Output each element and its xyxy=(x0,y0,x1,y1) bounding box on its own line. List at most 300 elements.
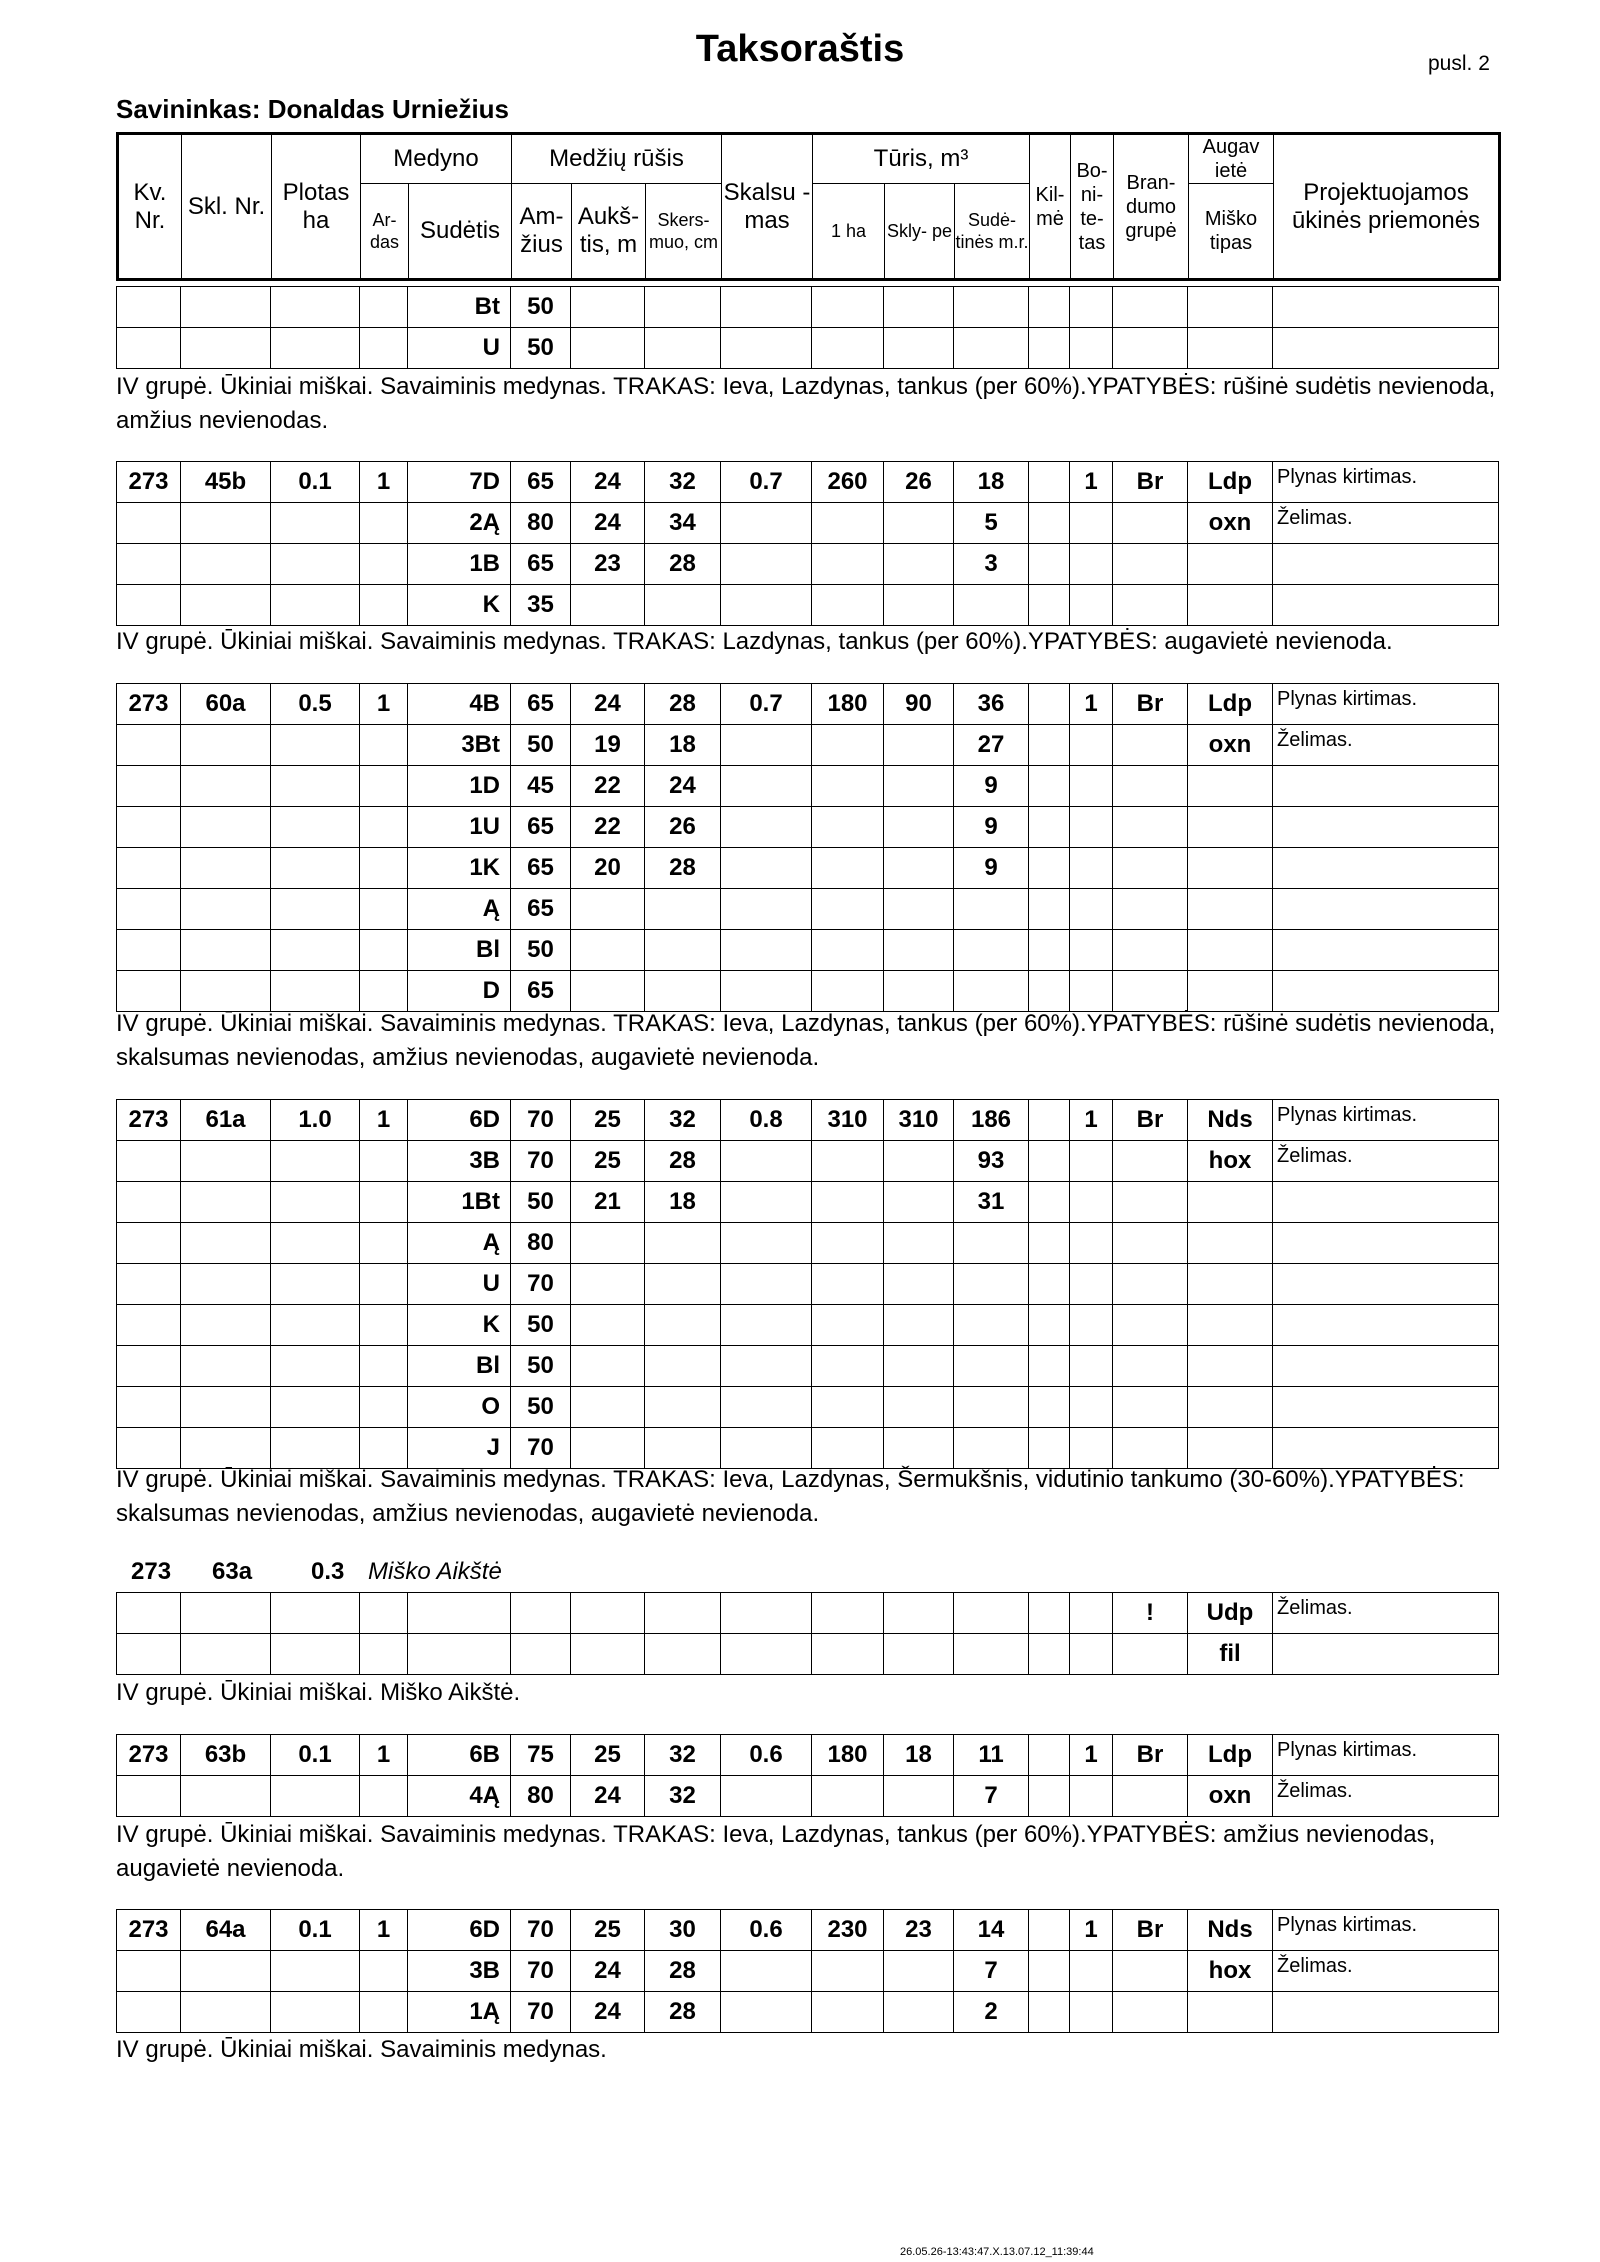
table-row xyxy=(117,766,1499,807)
cell-prm xyxy=(1273,971,1499,1012)
cell-prm xyxy=(1273,1264,1499,1305)
table-row xyxy=(117,971,1499,1012)
cell-aug: oxn xyxy=(1188,725,1273,766)
cell-skal xyxy=(721,1951,812,1992)
table-row xyxy=(117,287,1499,328)
stand-table xyxy=(116,1099,1499,1469)
cell-plotas xyxy=(271,1346,360,1387)
cell-sk xyxy=(645,1223,721,1264)
cell-tsud: 18 xyxy=(954,462,1029,503)
cell-sk xyxy=(645,971,721,1012)
cell-sk xyxy=(645,1264,721,1305)
cell-aug xyxy=(1188,971,1273,1012)
cell-kil xyxy=(1029,328,1070,369)
table-row xyxy=(117,1735,1499,1776)
cell-auk: 25 xyxy=(571,1735,645,1776)
cell-bon xyxy=(1070,1182,1113,1223)
stand-table xyxy=(116,286,1499,369)
cell-tsud xyxy=(954,930,1029,971)
cell-skl xyxy=(181,1992,271,2033)
cell-bon xyxy=(1070,544,1113,585)
cell-plotas xyxy=(271,971,360,1012)
cell-aug xyxy=(1188,1387,1273,1428)
cell-auk xyxy=(571,1223,645,1264)
cell-auk xyxy=(571,930,645,971)
cell-plotas: 0.5 xyxy=(271,684,360,725)
cell-auk: 24 xyxy=(571,1992,645,2033)
cell-amz: 70 xyxy=(511,1951,571,1992)
table-row xyxy=(117,1951,1499,1992)
cell-plotas: 1.0 xyxy=(271,1100,360,1141)
table-row xyxy=(117,1141,1499,1182)
cell-plotas xyxy=(271,503,360,544)
cell-tsk xyxy=(884,1951,954,1992)
cell-tsk xyxy=(884,725,954,766)
cell-bon xyxy=(1070,1387,1113,1428)
cell-sud: J xyxy=(408,1428,511,1469)
stand-note: IV grupė. Ūkiniai miškai. Miško Aikštė. xyxy=(116,1679,521,1706)
cell-bon: 1 xyxy=(1070,1735,1113,1776)
cell-kil xyxy=(1029,544,1070,585)
cell-skl xyxy=(181,1346,271,1387)
cell-auk xyxy=(571,328,645,369)
cell-aug: Udp xyxy=(1188,1593,1273,1634)
cell-plotas xyxy=(271,585,360,626)
table-row xyxy=(117,1100,1499,1141)
cell-aug xyxy=(1188,889,1273,930)
cell-sk: 32 xyxy=(645,462,721,503)
cell-kil xyxy=(1029,1992,1070,2033)
cell-amz: 65 xyxy=(511,807,571,848)
cell-auk: 24 xyxy=(571,1951,645,1992)
cell-skl: 63b xyxy=(181,1735,271,1776)
col-misko-tipas: Miško tipas xyxy=(1189,184,1274,280)
cell-bran xyxy=(1113,1346,1188,1387)
cell-bon xyxy=(1070,1634,1113,1675)
stand-header-label: Miško Aikštė xyxy=(368,1558,502,1585)
cell-sud: 3B xyxy=(408,1951,511,1992)
cell-bran xyxy=(1113,1182,1188,1223)
cell-ardas xyxy=(360,1346,408,1387)
cell-sud: Bl xyxy=(408,1346,511,1387)
cell-sud: 3B xyxy=(408,1141,511,1182)
cell-auk xyxy=(571,1305,645,1346)
cell-bran: Br xyxy=(1113,684,1188,725)
cell-ardas xyxy=(360,1182,408,1223)
cell-skal: 0.8 xyxy=(721,1100,812,1141)
stand-table xyxy=(116,1909,1499,2033)
cell-kv xyxy=(117,1182,181,1223)
cell-sk: 32 xyxy=(645,1735,721,1776)
cell-amz xyxy=(511,1593,571,1634)
cell-aug: Ldp xyxy=(1188,684,1273,725)
stand-note: IV grupė. Ūkiniai miškai. Savaiminis medynas. xyxy=(116,2036,607,2063)
cell-aug: Nds xyxy=(1188,1910,1273,1951)
cell-prm xyxy=(1273,1223,1499,1264)
cell-ardas xyxy=(360,1593,408,1634)
cell-bon xyxy=(1070,1992,1113,2033)
cell-prm xyxy=(1273,1305,1499,1346)
stand-note: IV grupė. Ūkiniai miškai. Savaiminis medynas. TRAKAS: Ieva, Lazdynas, tankus (per 60%).YPATYBĖS: amžius nevienodas, augavietė nevienoda. xyxy=(116,1821,1436,1882)
cell-kil xyxy=(1029,1387,1070,1428)
col-medyno: Medyno xyxy=(361,134,512,184)
cell-ardas xyxy=(360,544,408,585)
cell-sud: D xyxy=(408,971,511,1012)
cell-ardas: 1 xyxy=(360,462,408,503)
cell-bran xyxy=(1113,1387,1188,1428)
cell-tsk: 18 xyxy=(884,1735,954,1776)
cell-bran xyxy=(1113,544,1188,585)
cell-auk xyxy=(571,1387,645,1428)
cell-t1 xyxy=(812,544,884,585)
cell-bon xyxy=(1070,930,1113,971)
cell-auk xyxy=(571,1634,645,1675)
cell-t1: 180 xyxy=(812,684,884,725)
cell-plotas xyxy=(271,544,360,585)
cell-bran xyxy=(1113,1305,1188,1346)
cell-bon: 1 xyxy=(1070,1910,1113,1951)
table-row xyxy=(117,1305,1499,1346)
cell-amz: 65 xyxy=(511,848,571,889)
col-sudetis: Sudėtis xyxy=(409,184,512,280)
cell-bon xyxy=(1070,503,1113,544)
cell-kil xyxy=(1029,930,1070,971)
cell-sk: 28 xyxy=(645,1141,721,1182)
cell-tsud: 11 xyxy=(954,1735,1029,1776)
cell-kv xyxy=(117,766,181,807)
cell-t1 xyxy=(812,1141,884,1182)
cell-tsk: 310 xyxy=(884,1100,954,1141)
cell-prm: Želimas. xyxy=(1273,1776,1499,1817)
cell-sud: 1D xyxy=(408,766,511,807)
cell-sud: O xyxy=(408,1387,511,1428)
cell-t1: 260 xyxy=(812,462,884,503)
cell-tsk xyxy=(884,328,954,369)
cell-kil xyxy=(1029,971,1070,1012)
cell-bon xyxy=(1070,328,1113,369)
cell-t1 xyxy=(812,1593,884,1634)
cell-prm xyxy=(1273,1387,1499,1428)
cell-auk: 24 xyxy=(571,503,645,544)
cell-bran xyxy=(1113,971,1188,1012)
cell-sk xyxy=(645,585,721,626)
cell-skl xyxy=(181,848,271,889)
cell-kv xyxy=(117,544,181,585)
cell-auk: 19 xyxy=(571,725,645,766)
cell-amz: 80 xyxy=(511,1776,571,1817)
cell-skal xyxy=(721,807,812,848)
cell-skl xyxy=(181,1776,271,1817)
cell-prm xyxy=(1273,1992,1499,2033)
cell-kv xyxy=(117,930,181,971)
stand-header-kv: 273 xyxy=(131,1558,172,1585)
cell-plotas xyxy=(271,1223,360,1264)
cell-ardas: 1 xyxy=(360,1100,408,1141)
cell-sk xyxy=(645,1305,721,1346)
cell-ardas xyxy=(360,1305,408,1346)
cell-tsk xyxy=(884,930,954,971)
cell-aug xyxy=(1188,544,1273,585)
cell-skal xyxy=(721,1305,812,1346)
cell-skal xyxy=(721,971,812,1012)
cell-kv xyxy=(117,1141,181,1182)
cell-skl: 64a xyxy=(181,1910,271,1951)
cell-kv xyxy=(117,725,181,766)
cell-auk: 22 xyxy=(571,766,645,807)
cell-tsud: 9 xyxy=(954,766,1029,807)
cell-auk: 20 xyxy=(571,848,645,889)
cell-kil xyxy=(1029,1223,1070,1264)
cell-prm xyxy=(1273,930,1499,971)
cell-aug: fil xyxy=(1188,1634,1273,1675)
cell-kv xyxy=(117,1593,181,1634)
col-bonitetas: Bo- ni- te- tas xyxy=(1071,134,1114,280)
cell-bon xyxy=(1070,971,1113,1012)
cell-bon xyxy=(1070,848,1113,889)
cell-kil xyxy=(1029,889,1070,930)
cell-skal xyxy=(721,930,812,971)
cell-kil xyxy=(1029,766,1070,807)
cell-skl xyxy=(181,585,271,626)
cell-sud: 4Ą xyxy=(408,1776,511,1817)
cell-amz: 50 xyxy=(511,725,571,766)
cell-amz: 65 xyxy=(511,684,571,725)
cell-ardas: 1 xyxy=(360,1735,408,1776)
cell-sk: 28 xyxy=(645,544,721,585)
page-number: pusl. 2 xyxy=(1428,52,1490,75)
cell-kil xyxy=(1029,287,1070,328)
stand-table xyxy=(116,461,1499,626)
table-row xyxy=(117,585,1499,626)
col-brandumo: Bran- dumo grupė xyxy=(1114,134,1189,280)
cell-skal xyxy=(721,848,812,889)
cell-ardas xyxy=(360,1776,408,1817)
col-augaviete: Augav ietė xyxy=(1189,134,1274,184)
cell-prm xyxy=(1273,1634,1499,1675)
table-row xyxy=(117,544,1499,585)
cell-prm: Želimas. xyxy=(1273,1951,1499,1992)
cell-kil xyxy=(1029,1305,1070,1346)
table-row xyxy=(117,848,1499,889)
cell-ardas xyxy=(360,725,408,766)
cell-amz: 50 xyxy=(511,1346,571,1387)
cell-t1 xyxy=(812,1951,884,1992)
cell-skal xyxy=(721,503,812,544)
cell-tsk xyxy=(884,585,954,626)
cell-tsud xyxy=(954,889,1029,930)
cell-sud: 7D xyxy=(408,462,511,503)
cell-t1 xyxy=(812,1776,884,1817)
cell-amz: 70 xyxy=(511,1141,571,1182)
cell-sud: 3Bt xyxy=(408,725,511,766)
cell-t1 xyxy=(812,503,884,544)
cell-sud: Bl xyxy=(408,930,511,971)
cell-sud: Ą xyxy=(408,889,511,930)
cell-prm: Plynas kirtimas. xyxy=(1273,684,1499,725)
col-skalsumas: Skalsu - mas xyxy=(722,134,813,280)
cell-skal xyxy=(721,544,812,585)
cell-bon xyxy=(1070,1776,1113,1817)
cell-skl xyxy=(181,1264,271,1305)
cell-bran xyxy=(1113,328,1188,369)
cell-sk: 24 xyxy=(645,766,721,807)
cell-kil xyxy=(1029,585,1070,626)
footer-stamp: 26.05.26-13:43:47.X.13.07.12_11:39:44 xyxy=(900,2246,1094,2258)
cell-sud: U xyxy=(408,328,511,369)
cell-skl xyxy=(181,1305,271,1346)
col-priemones: Projektuojamos ūkinės priemonės xyxy=(1274,134,1500,280)
cell-amz: 65 xyxy=(511,971,571,1012)
cell-tsud: 5 xyxy=(954,503,1029,544)
col-turis: Tūris, m³ xyxy=(813,134,1030,184)
cell-kil xyxy=(1029,1264,1070,1305)
cell-prm xyxy=(1273,328,1499,369)
cell-ardas xyxy=(360,889,408,930)
cell-skl xyxy=(181,1593,271,1634)
cell-amz: 70 xyxy=(511,1100,571,1141)
cell-sk xyxy=(645,1634,721,1675)
cell-aug xyxy=(1188,848,1273,889)
cell-kv xyxy=(117,1264,181,1305)
stand-table xyxy=(116,1734,1499,1817)
cell-ardas xyxy=(360,1992,408,2033)
cell-bon xyxy=(1070,725,1113,766)
cell-skl xyxy=(181,1182,271,1223)
cell-amz: 45 xyxy=(511,766,571,807)
cell-skal xyxy=(721,1182,812,1223)
cell-aug: oxn xyxy=(1188,503,1273,544)
cell-skal xyxy=(721,766,812,807)
cell-aug: hox xyxy=(1188,1951,1273,1992)
cell-tsk xyxy=(884,1305,954,1346)
cell-tsud xyxy=(954,1305,1029,1346)
cell-t1 xyxy=(812,848,884,889)
cell-kv xyxy=(117,585,181,626)
cell-ardas xyxy=(360,1951,408,1992)
cell-kil xyxy=(1029,1141,1070,1182)
col-kv: Kv. Nr. xyxy=(118,134,182,280)
cell-plotas xyxy=(271,1141,360,1182)
cell-sk: 30 xyxy=(645,1910,721,1951)
cell-amz: 65 xyxy=(511,462,571,503)
cell-sk: 18 xyxy=(645,1182,721,1223)
col-amzius: Am- žius xyxy=(512,184,572,280)
table-row xyxy=(117,1223,1499,1264)
cell-sk xyxy=(645,930,721,971)
cell-kv xyxy=(117,889,181,930)
cell-skl xyxy=(181,725,271,766)
cell-sud: 1Ą xyxy=(408,1992,511,2033)
cell-plotas xyxy=(271,930,360,971)
cell-skl xyxy=(181,1951,271,1992)
stand-note: IV grupė. Ūkiniai miškai. Savaiminis medynas. TRAKAS: Ieva, Lazdynas, Šermukšnis, vidutinio tankumo (30-60%).YPATYBĖS: skalsumas nevienodas, amžius nevienodas, augavietė nevienoda. xyxy=(116,1466,1465,1527)
col-auksitis: Aukš- tis, m xyxy=(572,184,646,280)
cell-prm: Plynas kirtimas. xyxy=(1273,462,1499,503)
owner-line: Savininkas: Donaldas Urniežius xyxy=(116,94,510,124)
cell-sud: 1Bt xyxy=(408,1182,511,1223)
cell-sud: 6D xyxy=(408,1910,511,1951)
cell-tsud xyxy=(954,971,1029,1012)
cell-auk: 24 xyxy=(571,462,645,503)
cell-tsud: 36 xyxy=(954,684,1029,725)
cell-tsk xyxy=(884,889,954,930)
stand-table xyxy=(116,1592,1499,1675)
cell-bran xyxy=(1113,1634,1188,1675)
cell-bon xyxy=(1070,1305,1113,1346)
cell-bran: Br xyxy=(1113,462,1188,503)
cell-auk: 25 xyxy=(571,1910,645,1951)
stand-note: IV grupė. Ūkiniai miškai. Savaiminis medynas. TRAKAS: Ieva, Lazdynas, tankus (per 60%).YPATYBĖS: rūšinė sudėtis nevienoda, amžius nevienodas. xyxy=(116,373,1496,434)
cell-ardas xyxy=(360,1634,408,1675)
cell-prm xyxy=(1273,766,1499,807)
cell-bran xyxy=(1113,1264,1188,1305)
cell-skl: 61a xyxy=(181,1100,271,1141)
cell-kv: 273 xyxy=(117,1910,181,1951)
table-row xyxy=(117,1992,1499,2033)
cell-sk: 28 xyxy=(645,684,721,725)
cell-skal xyxy=(721,585,812,626)
cell-tsk xyxy=(884,544,954,585)
cell-auk xyxy=(571,971,645,1012)
cell-auk xyxy=(571,1593,645,1634)
cell-kv xyxy=(117,807,181,848)
cell-skl xyxy=(181,889,271,930)
cell-prm: Želimas. xyxy=(1273,725,1499,766)
cell-plotas xyxy=(271,1776,360,1817)
cell-prm xyxy=(1273,544,1499,585)
cell-sud: U xyxy=(408,1264,511,1305)
cell-skl xyxy=(181,544,271,585)
cell-skl xyxy=(181,1223,271,1264)
cell-sud: Ą xyxy=(408,1223,511,1264)
cell-kil xyxy=(1029,1776,1070,1817)
cell-tsk xyxy=(884,1593,954,1634)
cell-tsud: 93 xyxy=(954,1141,1029,1182)
cell-sud: 1U xyxy=(408,807,511,848)
cell-t1: 180 xyxy=(812,1735,884,1776)
cell-bon xyxy=(1070,807,1113,848)
cell-aug xyxy=(1188,1992,1273,2033)
cell-amz: 50 xyxy=(511,1182,571,1223)
table-row xyxy=(117,684,1499,725)
cell-amz: 50 xyxy=(511,1387,571,1428)
cell-sk xyxy=(645,287,721,328)
cell-amz xyxy=(511,1634,571,1675)
table-row xyxy=(117,1776,1499,1817)
cell-amz: 75 xyxy=(511,1735,571,1776)
cell-sk: 18 xyxy=(645,725,721,766)
cell-kv: 273 xyxy=(117,684,181,725)
cell-tsk xyxy=(884,807,954,848)
cell-ardas xyxy=(360,328,408,369)
cell-t1 xyxy=(812,725,884,766)
cell-bran: Br xyxy=(1113,1735,1188,1776)
cell-sk: 32 xyxy=(645,1776,721,1817)
cell-skl xyxy=(181,328,271,369)
cell-tsk xyxy=(884,1182,954,1223)
cell-skl: 45b xyxy=(181,462,271,503)
cell-sk xyxy=(645,1387,721,1428)
cell-bran: Br xyxy=(1113,1100,1188,1141)
cell-aug xyxy=(1188,807,1273,848)
cell-bon xyxy=(1070,287,1113,328)
cell-bran xyxy=(1113,1141,1188,1182)
cell-plotas xyxy=(271,1264,360,1305)
cell-auk xyxy=(571,585,645,626)
cell-auk: 25 xyxy=(571,1141,645,1182)
cell-ardas xyxy=(360,287,408,328)
cell-sud: Bt xyxy=(408,287,511,328)
